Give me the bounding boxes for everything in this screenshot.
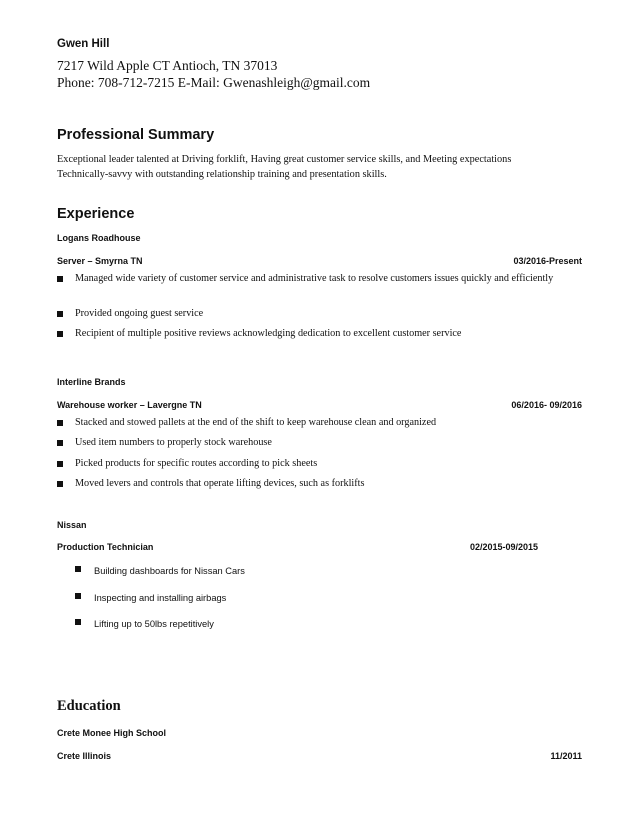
job-bullet: Stacked and stowed pallets at the end of the shift to keep warehouse clean and organized [75,417,437,428]
job-company: Interline Brands [57,377,126,387]
job-bullet: Managed wide variety of customer service and administrative task to resolve customers issues quickly and efficiently [75,273,554,284]
graduation-date: 11/2011 [550,751,582,761]
address: 7217 Wild Apple CT Antioch, TN 37013 [57,58,278,73]
job-bullet: Picked products for specific routes according to pick sheets [75,458,318,469]
bullet-icon [57,440,63,446]
contact-line: Phone: 708-712-7215 E-Mail: Gwenashleigh@gmail.com [57,75,371,90]
job-bullet: Provided ongoing guest service [75,308,204,319]
job-role: Warehouse worker – Lavergne TN [57,400,202,410]
job-company: Logans Roadhouse [57,233,141,243]
school-location: Crete Illinois [57,751,112,761]
job-bullet: Moved levers and controls that operate lifting devices, such as forklifts [75,478,365,489]
job-role: Server – Smyrna TN [57,256,143,266]
bullet-icon [75,566,81,572]
summary-line-1: Exceptional leader talented at Driving forklift, Having great customer service skills, and Meeting expectations [57,154,512,165]
experience-heading: Experience [57,206,135,222]
job-bullet: Recipient of multiple positive reviews acknowledging dedication to excellent customer service [75,328,462,339]
job-role: Production Technician [57,542,154,552]
job-dates: 03/2016-Present [513,256,582,266]
job-company: Nissan [57,520,87,530]
education-heading: Education [57,698,121,714]
job-bullet: Used item numbers to properly stock warehouse [75,437,272,448]
summary-line-2: Technically-savvy with outstanding relationship training and presentation skills. [57,169,387,180]
bullet-icon [57,276,63,282]
bullet-icon [75,619,81,625]
school-name: Crete Monee High School [57,728,167,738]
job-dates: 02/2015-09/2015 [469,542,538,552]
candidate-name: Gwen Hill [57,38,110,50]
job-bullet: Building dashboards for Nissan Cars [94,566,245,576]
job-dates: 06/2016- 09/2016 [511,400,582,410]
job-bullet: Lifting up to 50lbs repetitively [94,619,214,629]
bullet-icon [57,461,63,467]
bullet-icon [75,593,81,599]
bullet-icon [57,420,63,426]
job-bullet: Inspecting and installing airbags [94,593,227,603]
summary-heading: Professional Summary [57,127,215,143]
bullet-icon [57,311,63,317]
bullet-icon [57,331,63,337]
bullet-icon [57,481,63,487]
